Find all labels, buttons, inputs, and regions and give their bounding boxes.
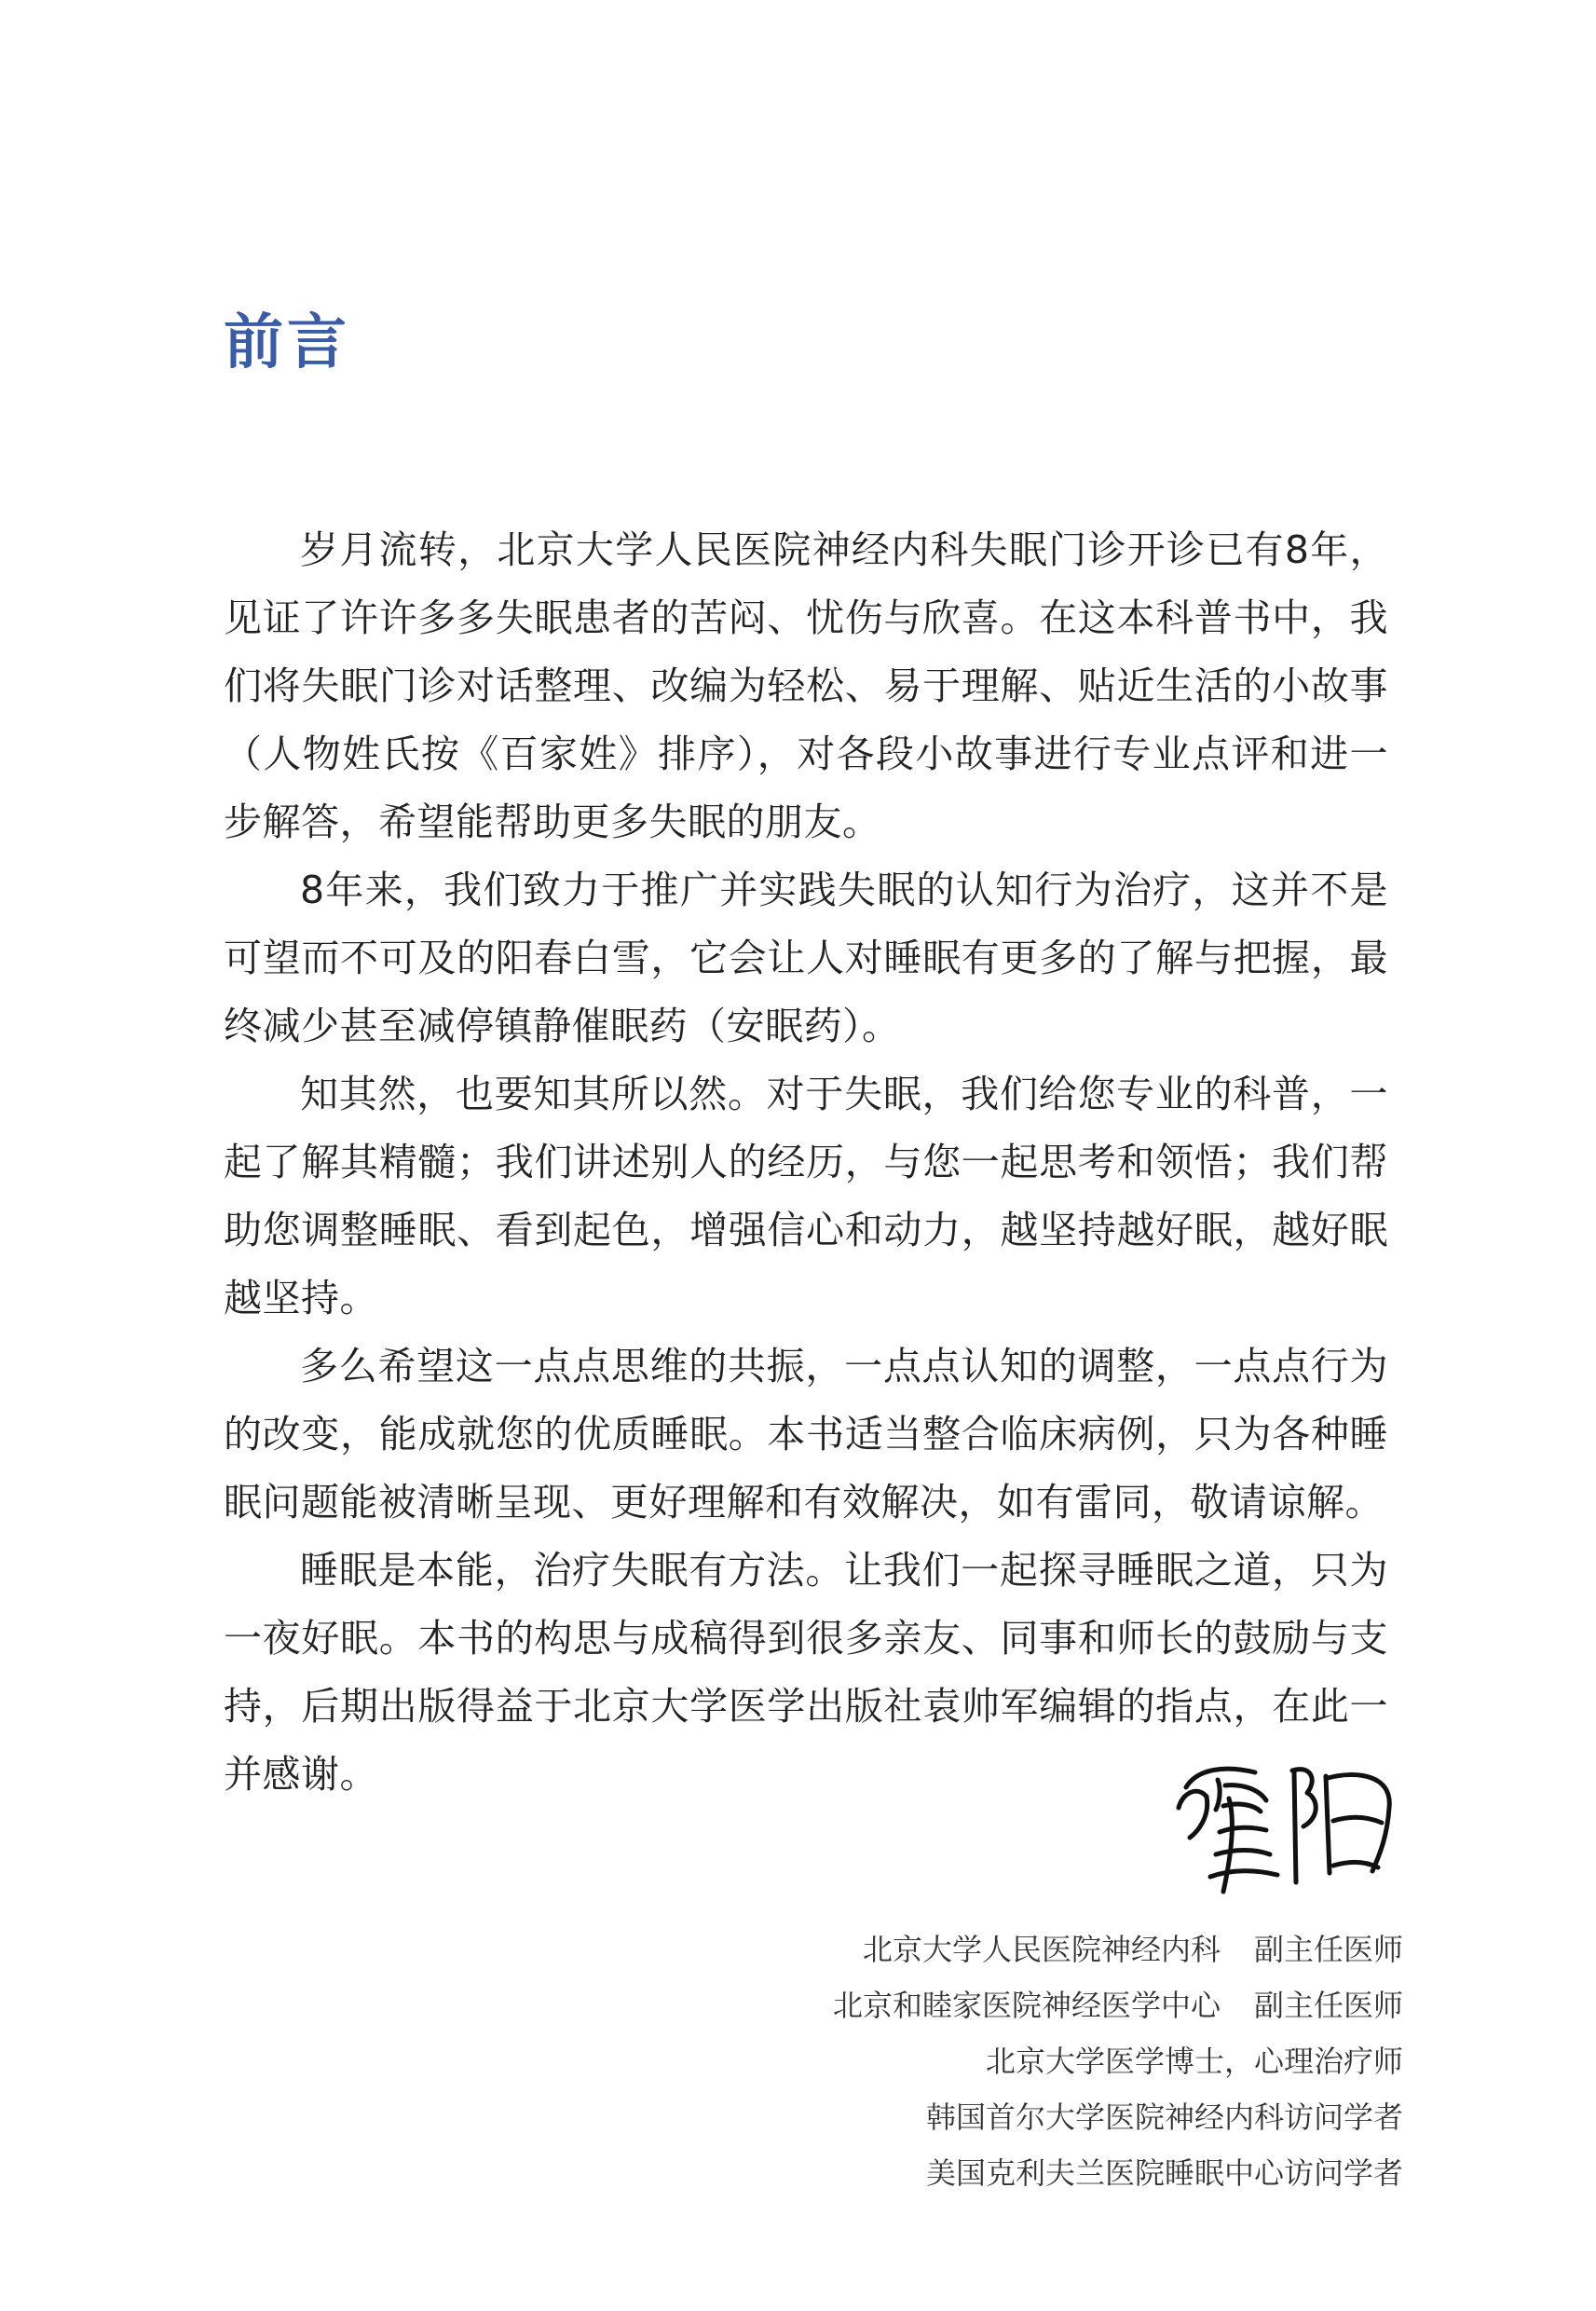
paragraph-3: 知其然，也要知其所以然。对于失眠，我们给您专业的科普，一起了解其精髓；我们讲述别人的经历，与您一起思考和领悟；我们帮助您调整睡眠、看到起色，增强信心和动力，越坚持越好眠，越好眠越坚持。 [224, 1072, 1388, 1320]
credential-line [833, 1921, 1403, 1977]
paragraph-4: 多么希望这一点点思维的共振，一点点认知的调整，一点点行为的改变，能成就您的优质睡眠。本书适当整合临床病例，只为各种睡眠问题能被清晰呈现、更好理解和有效解决，如有雷同，敬请谅解。 [224, 1344, 1388, 1525]
page-title: 前言 [224, 308, 350, 377]
credential-line [833, 2089, 1403, 2145]
credential-org: 韩国首尔大学医院神经内科访问学者 [925, 2099, 1403, 2135]
credential-line [833, 2033, 1403, 2089]
paragraph-2: 8年来，我们致力于推广并实践失眠的认知行为治疗，这并不是可望而不可及的阳春白雪，它会让人对睡眠有更多的了解与把握，最终减少甚至减停镇静催眠药（安眠药）。 [224, 868, 1388, 1048]
credential-org: 美国克利夫兰医院睡眠中心访问学者 [925, 2155, 1403, 2191]
paragraph-5: 睡眠是本能，治疗失眠有方法。让我们一起探寻睡眠之道，只为一夜好眠。本书的构思与成稿得到很多亲友、同事和师长的鼓励与支持，后期出版得益于北京大学医学出版社袁帅军编辑的指点，在此一并感谢。 [224, 1548, 1388, 1797]
credential-role: 副主任医师 [1253, 1932, 1403, 1967]
credential-org: 北京大学人民医院神经内科 [862, 1932, 1221, 1967]
paragraph-1: 岁月流转，北京大学人民医院神经内科失眠门诊开诊已有8年，见证了许许多多失眠患者的苦闷、忧伤与欣喜。在这本科普书中，我们将失眠门诊对话整理、改编为轻松、易于理解、贴近生活的小故事（人物姓氏按《百家姓》排序），对各段小故事进行专业点评和进一步解答，希望能帮助更多失眠的朋友。 [224, 527, 1388, 844]
credential-line [833, 2145, 1403, 2201]
credential-org: 北京大学医学博士，心理治疗师 [985, 2044, 1403, 2079]
credential-line [833, 1977, 1403, 2033]
preface-body [224, 516, 1388, 1809]
signature-icon [1169, 1752, 1402, 1901]
credential-role: 副主任医师 [1253, 1988, 1403, 2023]
author-credentials [833, 1921, 1403, 2201]
author-signature [1169, 1752, 1402, 1901]
credential-org: 北京和睦家医院神经医学中心 [832, 1988, 1221, 2023]
